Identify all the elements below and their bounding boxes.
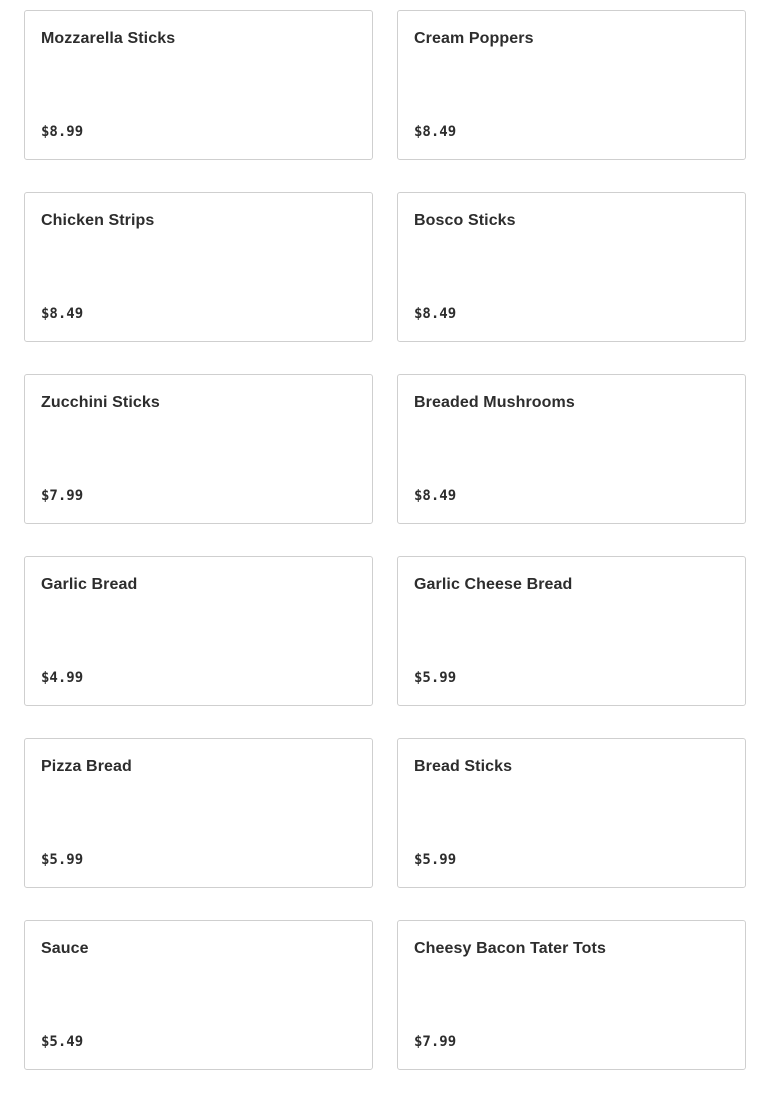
menu-item-card[interactable] xyxy=(397,374,746,524)
menu-item-name: Cream Poppers xyxy=(414,30,534,47)
menu-item-card[interactable] xyxy=(397,10,746,160)
menu-item-name: Bread Sticks xyxy=(414,758,513,775)
menu-item-card[interactable] xyxy=(24,556,373,706)
menu-item-price: $5.99 xyxy=(414,670,457,686)
menu-item-grid xyxy=(24,10,746,1070)
menu-item-name: Garlic Bread xyxy=(41,576,138,593)
menu-item-card[interactable] xyxy=(397,192,746,342)
menu-item-name: Bosco Sticks xyxy=(414,212,516,229)
menu-item-name: Zucchini Sticks xyxy=(41,394,160,411)
menu-item-price: $7.99 xyxy=(414,1034,457,1050)
menu-item-price: $8.49 xyxy=(414,124,457,140)
menu-item-card[interactable] xyxy=(397,556,746,706)
menu-item-name: Pizza Bread xyxy=(41,758,132,775)
menu-item-card[interactable] xyxy=(24,374,373,524)
menu-item-price: $5.49 xyxy=(41,1034,84,1050)
menu-item-name: Mozzarella Sticks xyxy=(41,30,176,47)
menu-item-name: Sauce xyxy=(41,940,89,957)
menu-item-card[interactable] xyxy=(397,738,746,888)
menu-item-name: Chicken Strips xyxy=(41,212,155,229)
menu-item-price: $8.49 xyxy=(41,306,84,322)
menu-item-price: $8.99 xyxy=(41,124,84,140)
menu-item-card[interactable] xyxy=(397,920,746,1070)
menu-item-price: $5.99 xyxy=(41,852,84,868)
menu-item-name: Garlic Cheese Bread xyxy=(414,576,573,593)
menu-item-price: $5.99 xyxy=(414,852,457,868)
menu-item-card[interactable] xyxy=(24,738,373,888)
menu-item-name: Cheesy Bacon Tater Tots xyxy=(414,940,606,957)
menu-item-price: $8.49 xyxy=(414,488,457,504)
menu-item-card[interactable] xyxy=(24,920,373,1070)
menu-item-card[interactable] xyxy=(24,10,373,160)
menu-item-price: $4.99 xyxy=(41,670,84,686)
menu-item-price: $7.99 xyxy=(41,488,84,504)
menu-item-card[interactable] xyxy=(24,192,373,342)
menu-item-name: Breaded Mushrooms xyxy=(414,394,575,411)
menu-item-price: $8.49 xyxy=(414,306,457,322)
